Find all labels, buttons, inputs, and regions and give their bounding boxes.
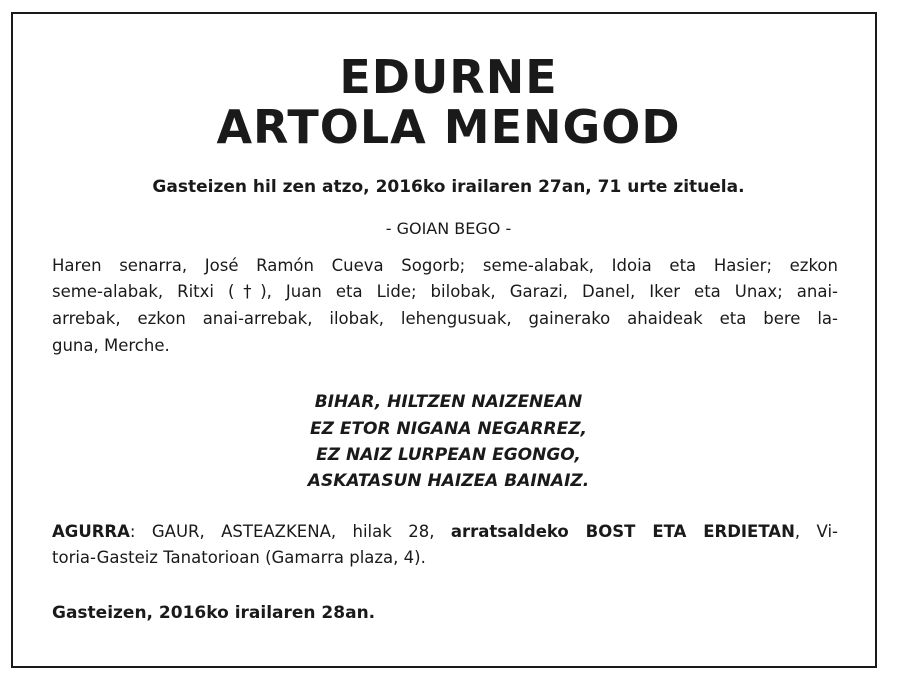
funeral-time: arratsaldeko BOST ETA ERDIETAN	[450, 522, 795, 541]
closing-date: Gasteizen, 2016ko irailaren 28an.	[52, 603, 376, 623]
funeral-day: : GAUR, ASTEAZKENA, hilak 28,	[129, 522, 451, 541]
funeral-label: AGURRA	[52, 522, 130, 541]
family-line-4: guna, Merche.	[52, 336, 170, 355]
family-line-1: Haren senarra, José Ramón Cueva Sogorb; seme-alabak, Idoia eta Hasier; ezkon	[52, 256, 838, 275]
poem-line-1: BIHAR, HILTZEN NAIZENEAN	[314, 392, 583, 412]
deceased-first-name: EDURNE	[339, 50, 558, 104]
poem-line-3: EZ NAIZ LURPEAN EGONGO,	[316, 445, 581, 465]
funeral-place-start: , Vi-	[794, 522, 838, 541]
death-announcement: Gasteizen hil zen atzo, 2016ko irailaren 27an, 71 urte zituela.	[152, 177, 745, 197]
prayer-line: - GOIAN BEGO -	[385, 219, 512, 238]
funeral-line-1	[52, 520, 838, 544]
poem-line-4: ASKATASUN HAIZEA BAINAIZ.	[307, 471, 590, 491]
funeral-line-2: toria-Gasteiz Tanatorioan (Gamarra plaza, 4).	[52, 548, 426, 567]
family-line-3: arrebak, ezkon anai-arrebak, ilobak, lehengusuak, gainerako ahaideak eta bere la-	[52, 309, 838, 328]
poem-line-2: EZ ETOR NIGANA NEGARREZ,	[309, 419, 588, 439]
deceased-surnames: ARTOLA MENGOD	[216, 100, 681, 154]
family-line-2: seme-alabak, Ritxi (†), Juan eta Lide; bilobak, Garazi, Danel, Iker eta Unax; anai-	[52, 282, 838, 301]
